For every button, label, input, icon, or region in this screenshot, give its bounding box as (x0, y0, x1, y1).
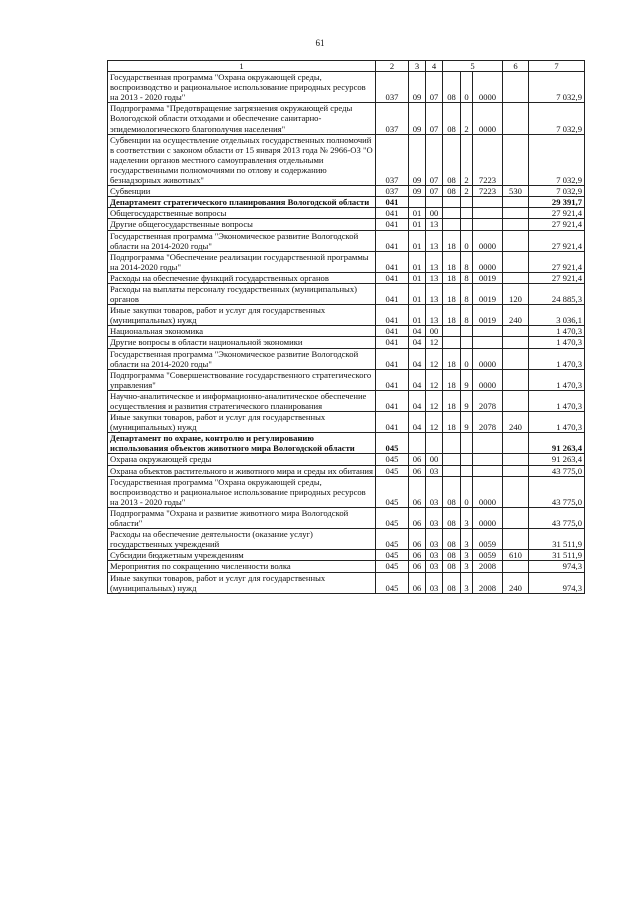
program-code-cell: 08 (443, 134, 461, 185)
subprogram-code-cell: 2 (461, 103, 473, 134)
section-code-cell: 06 (409, 529, 426, 550)
section-code-cell: 09 (409, 186, 426, 197)
admin-code-cell: 037 (376, 186, 409, 197)
row-name-cell: Подпрограмма "Предотвращение загрязнения окружающей среды Вологодской области отходами и обеспечение санитарно-эпидемиологического благополучия населения" (108, 103, 376, 134)
program-code-cell: 08 (443, 507, 461, 528)
table-row (108, 433, 585, 454)
table-row (108, 134, 585, 185)
row-name-cell: Государственная программа "Экономическое развитие Вологодской области на 2014-2020 годы" (108, 348, 376, 369)
section-code-cell: 09 (409, 103, 426, 134)
section-code-cell: 01 (409, 283, 426, 304)
expense-type-code-cell: 120 (503, 283, 529, 304)
amount-cell: 31 511,9 (529, 550, 585, 561)
section-code-cell: 06 (409, 465, 426, 476)
subprogram-code-cell: 0 (461, 348, 473, 369)
admin-code-cell: 041 (376, 390, 409, 411)
admin-code-cell: 041 (376, 337, 409, 348)
subsection-code-cell: 12 (426, 412, 443, 433)
amount-cell: 974,3 (529, 561, 585, 572)
expense-type-code-cell (503, 390, 529, 411)
subprogram-code-cell: 8 (461, 305, 473, 326)
expense-type-code-cell (503, 197, 529, 208)
section-code-cell: 04 (409, 369, 426, 390)
subsection-code-cell: 03 (426, 550, 443, 561)
amount-cell: 3 036,1 (529, 305, 585, 326)
section-code-cell (409, 433, 426, 454)
admin-code-cell: 041 (376, 251, 409, 272)
amount-cell: 24 885,3 (529, 283, 585, 304)
program-code-cell: 18 (443, 272, 461, 283)
row-name-cell: Расходы на обеспечение деятельности (оказание услуг) государственных учреждений (108, 529, 376, 550)
subsection-code-cell (426, 197, 443, 208)
row-name-cell: Охрана объектов растительного и животного мира и среды их обитания (108, 465, 376, 476)
row-name-cell: Государственная программа "Охрана окружающей среды, воспроизводство и рациональное использование природных ресурсов на 2013 - 2020 годы" (108, 72, 376, 103)
subprogram-code-cell: 3 (461, 529, 473, 550)
admin-code-cell: 045 (376, 465, 409, 476)
admin-code-cell: 041 (376, 369, 409, 390)
header-cell: 1 (108, 61, 376, 72)
direction-code-cell: 0019 (473, 272, 503, 283)
admin-code-cell: 041 (376, 305, 409, 326)
budget-table (107, 60, 585, 594)
row-name-cell: Подпрограмма "Совершенствование государственного стратегического управления" (108, 369, 376, 390)
direction-code-cell: 7223 (473, 186, 503, 197)
subsection-code-cell: 13 (426, 230, 443, 251)
row-name-cell: Общегосударственные вопросы (108, 208, 376, 219)
section-code-cell: 01 (409, 272, 426, 283)
section-code-cell: 09 (409, 134, 426, 185)
subprogram-code-cell (461, 219, 473, 230)
expense-type-code-cell (503, 561, 529, 572)
subsection-code-cell: 13 (426, 251, 443, 272)
amount-cell: 1 470,3 (529, 369, 585, 390)
table-row (108, 390, 585, 411)
subsection-code-cell: 03 (426, 561, 443, 572)
row-name-cell: Иные закупки товаров, работ и услуг для государственных (муниципальных) нужд (108, 412, 376, 433)
direction-code-cell: 0000 (473, 348, 503, 369)
program-code-cell: 18 (443, 251, 461, 272)
expense-type-code-cell (503, 476, 529, 507)
section-code-cell: 01 (409, 219, 426, 230)
section-code-cell: 06 (409, 476, 426, 507)
row-name-cell: Национальная экономика (108, 326, 376, 337)
direction-code-cell (473, 219, 503, 230)
table-row (108, 507, 585, 528)
table-row (108, 305, 585, 326)
amount-cell: 1 470,3 (529, 390, 585, 411)
expense-type-code-cell (503, 465, 529, 476)
table-row (108, 197, 585, 208)
expense-type-code-cell (503, 369, 529, 390)
subprogram-code-cell: 8 (461, 251, 473, 272)
subprogram-code-cell (461, 208, 473, 219)
subsection-code-cell: 12 (426, 390, 443, 411)
expense-type-code-cell: 530 (503, 186, 529, 197)
admin-code-cell: 041 (376, 283, 409, 304)
row-name-cell: Другие вопросы в области национальной экономики (108, 337, 376, 348)
table-row (108, 326, 585, 337)
amount-cell: 43 775,0 (529, 476, 585, 507)
row-name-cell: Научно-аналитическое и информационно-аналитическое обеспечение осуществления и развития стратегического планирования (108, 390, 376, 411)
program-code-cell: 18 (443, 305, 461, 326)
amount-cell: 91 263,4 (529, 433, 585, 454)
direction-code-cell: 2008 (473, 561, 503, 572)
header-cell: 6 (503, 61, 529, 72)
direction-code-cell (473, 208, 503, 219)
subprogram-code-cell: 3 (461, 572, 473, 593)
program-code-cell (443, 326, 461, 337)
direction-code-cell: 0000 (473, 369, 503, 390)
header-cell: 2 (376, 61, 409, 72)
subprogram-code-cell: 9 (461, 369, 473, 390)
subsection-code-cell: 12 (426, 337, 443, 348)
subprogram-code-cell: 9 (461, 390, 473, 411)
expense-type-code-cell (503, 454, 529, 465)
row-name-cell: Департамент стратегического планирования Вологодской области (108, 197, 376, 208)
row-name-cell: Государственная программа "Экономическое развитие Вологодской области на 2014-2020 годы" (108, 230, 376, 251)
amount-cell: 27 921,4 (529, 230, 585, 251)
expense-type-code-cell (503, 272, 529, 283)
subprogram-code-cell (461, 433, 473, 454)
amount-cell: 1 470,3 (529, 326, 585, 337)
row-name-cell: Другие общегосударственные вопросы (108, 219, 376, 230)
expense-type-code-cell (503, 529, 529, 550)
row-name-cell: Иные закупки товаров, работ и услуг для государственных (муниципальных) нужд (108, 572, 376, 593)
expense-type-code-cell (503, 251, 529, 272)
subprogram-code-cell (461, 454, 473, 465)
program-code-cell: 08 (443, 103, 461, 134)
admin-code-cell: 045 (376, 572, 409, 593)
subsection-code-cell: 03 (426, 507, 443, 528)
direction-code-cell: 0019 (473, 305, 503, 326)
direction-code-cell (473, 465, 503, 476)
table-row (108, 369, 585, 390)
admin-code-cell: 045 (376, 433, 409, 454)
admin-code-cell: 045 (376, 550, 409, 561)
table-row (108, 561, 585, 572)
table-row (108, 476, 585, 507)
admin-code-cell: 041 (376, 219, 409, 230)
section-code-cell: 06 (409, 572, 426, 593)
direction-code-cell: 0000 (473, 507, 503, 528)
subsection-code-cell: 03 (426, 476, 443, 507)
table-row (108, 251, 585, 272)
expense-type-code-cell: 610 (503, 550, 529, 561)
row-name-cell: Иные закупки товаров, работ и услуг для государственных (муниципальных) нужд (108, 305, 376, 326)
direction-code-cell: 0000 (473, 72, 503, 103)
program-code-cell: 08 (443, 186, 461, 197)
table-header-row (108, 61, 585, 72)
direction-code-cell: 0000 (473, 476, 503, 507)
expense-type-code-cell (503, 103, 529, 134)
subprogram-code-cell (461, 465, 473, 476)
amount-cell: 27 921,4 (529, 251, 585, 272)
section-code-cell: 04 (409, 412, 426, 433)
header-cell: 7 (529, 61, 585, 72)
subsection-code-cell: 07 (426, 134, 443, 185)
subsection-code-cell: 03 (426, 465, 443, 476)
amount-cell: 7 032,9 (529, 72, 585, 103)
amount-cell: 91 263,4 (529, 454, 585, 465)
subsection-code-cell: 13 (426, 283, 443, 304)
subprogram-code-cell: 8 (461, 272, 473, 283)
header-cell: 4 (426, 61, 443, 72)
table-row (108, 529, 585, 550)
section-code-cell: 06 (409, 550, 426, 561)
amount-cell: 31 511,9 (529, 529, 585, 550)
section-code-cell: 04 (409, 390, 426, 411)
subprogram-code-cell: 8 (461, 283, 473, 304)
admin-code-cell: 041 (376, 412, 409, 433)
direction-code-cell (473, 337, 503, 348)
expense-type-code-cell (503, 348, 529, 369)
row-name-cell: Государственная программа "Охрана окружающей среды, воспроизводство и рациональное использование природных ресурсов на 2013 - 2020 годы" (108, 476, 376, 507)
direction-code-cell (473, 454, 503, 465)
admin-code-cell: 041 (376, 197, 409, 208)
table-row (108, 412, 585, 433)
row-name-cell: Подпрограмма "Охрана и развитие животного мира Вологодской области" (108, 507, 376, 528)
table-row (108, 348, 585, 369)
program-code-cell (443, 197, 461, 208)
subsection-code-cell: 00 (426, 326, 443, 337)
subprogram-code-cell: 0 (461, 72, 473, 103)
subprogram-code-cell (461, 337, 473, 348)
subprogram-code-cell: 0 (461, 476, 473, 507)
subsection-code-cell: 13 (426, 305, 443, 326)
program-code-cell: 08 (443, 529, 461, 550)
section-code-cell: 04 (409, 326, 426, 337)
table-row (108, 219, 585, 230)
program-code-cell: 18 (443, 369, 461, 390)
program-code-cell: 08 (443, 72, 461, 103)
section-code-cell: 04 (409, 337, 426, 348)
direction-code-cell: 0019 (473, 283, 503, 304)
subprogram-code-cell: 3 (461, 507, 473, 528)
program-code-cell: 08 (443, 572, 461, 593)
section-code-cell: 01 (409, 251, 426, 272)
subsection-code-cell: 03 (426, 572, 443, 593)
table-row (108, 272, 585, 283)
amount-cell: 1 470,3 (529, 412, 585, 433)
admin-code-cell: 037 (376, 72, 409, 103)
amount-cell: 27 921,4 (529, 219, 585, 230)
table-row (108, 186, 585, 197)
row-name-cell: Субсидии бюджетным учреждениям (108, 550, 376, 561)
section-code-cell: 06 (409, 561, 426, 572)
header-cell: 5 (443, 61, 503, 72)
admin-code-cell: 045 (376, 507, 409, 528)
direction-code-cell: 0059 (473, 550, 503, 561)
subsection-code-cell: 12 (426, 369, 443, 390)
table-row (108, 465, 585, 476)
subsection-code-cell: 12 (426, 348, 443, 369)
direction-code-cell: 2008 (473, 572, 503, 593)
direction-code-cell (473, 326, 503, 337)
section-code-cell: 01 (409, 305, 426, 326)
direction-code-cell: 7223 (473, 134, 503, 185)
admin-code-cell: 041 (376, 348, 409, 369)
subsection-code-cell: 00 (426, 208, 443, 219)
program-code-cell: 08 (443, 476, 461, 507)
direction-code-cell: 0000 (473, 103, 503, 134)
program-code-cell: 08 (443, 550, 461, 561)
row-name-cell: Департамент по охране, контролю и регулированию использования объектов животного мира Вологодской области (108, 433, 376, 454)
table-row (108, 454, 585, 465)
direction-code-cell: 0000 (473, 251, 503, 272)
direction-code-cell (473, 197, 503, 208)
subprogram-code-cell: 3 (461, 561, 473, 572)
program-code-cell: 18 (443, 348, 461, 369)
table-row (108, 337, 585, 348)
program-code-cell (443, 465, 461, 476)
admin-code-cell: 041 (376, 326, 409, 337)
subsection-code-cell: 03 (426, 529, 443, 550)
expense-type-code-cell (503, 230, 529, 251)
row-name-cell: Мероприятия по сокращению численности волка (108, 561, 376, 572)
subprogram-code-cell: 9 (461, 412, 473, 433)
section-code-cell (409, 197, 426, 208)
table-row (108, 572, 585, 593)
direction-code-cell: 2078 (473, 390, 503, 411)
expense-type-code-cell: 240 (503, 572, 529, 593)
direction-code-cell (473, 433, 503, 454)
admin-code-cell: 041 (376, 208, 409, 219)
subsection-code-cell (426, 433, 443, 454)
section-code-cell: 01 (409, 230, 426, 251)
expense-type-code-cell: 240 (503, 305, 529, 326)
program-code-cell (443, 454, 461, 465)
amount-cell: 43 775,0 (529, 465, 585, 476)
row-name-cell: Подпрограмма "Обеспечение реализации государственной программы на 2014-2020 годы" (108, 251, 376, 272)
expense-type-code-cell (503, 507, 529, 528)
program-code-cell: 18 (443, 412, 461, 433)
subsection-code-cell: 07 (426, 186, 443, 197)
subprogram-code-cell: 3 (461, 550, 473, 561)
expense-type-code-cell (503, 208, 529, 219)
admin-code-cell: 041 (376, 230, 409, 251)
expense-type-code-cell (503, 337, 529, 348)
header-cell: 3 (409, 61, 426, 72)
section-code-cell: 04 (409, 348, 426, 369)
subprogram-code-cell: 2 (461, 134, 473, 185)
amount-cell: 29 391,7 (529, 197, 585, 208)
amount-cell: 1 470,3 (529, 348, 585, 369)
expense-type-code-cell (503, 433, 529, 454)
subsection-code-cell: 00 (426, 454, 443, 465)
amount-cell: 1 470,3 (529, 337, 585, 348)
amount-cell: 7 032,9 (529, 134, 585, 185)
expense-type-code-cell (503, 134, 529, 185)
subsection-code-cell: 07 (426, 72, 443, 103)
expense-type-code-cell (503, 72, 529, 103)
admin-code-cell: 045 (376, 454, 409, 465)
admin-code-cell: 045 (376, 561, 409, 572)
program-code-cell: 18 (443, 230, 461, 251)
row-name-cell: Расходы на обеспечение функций государственных органов (108, 272, 376, 283)
subprogram-code-cell (461, 197, 473, 208)
subsection-code-cell: 07 (426, 103, 443, 134)
program-code-cell (443, 337, 461, 348)
table-row (108, 72, 585, 103)
admin-code-cell: 041 (376, 272, 409, 283)
admin-code-cell: 045 (376, 476, 409, 507)
row-name-cell: Субвенции на осуществление отдельных государственных полномочий в соответствии с законом области от 15 января 2013 года № 2966-ОЗ "О наделении органов местного самоуправления отдельными государственными полномочиями по отлову и содержанию безнадзорных животных" (108, 134, 376, 185)
direction-code-cell: 0059 (473, 529, 503, 550)
table-row (108, 283, 585, 304)
admin-code-cell: 037 (376, 103, 409, 134)
subsection-code-cell: 13 (426, 272, 443, 283)
program-code-cell: 18 (443, 390, 461, 411)
expense-type-code-cell (503, 326, 529, 337)
table-row (108, 230, 585, 251)
row-name-cell: Расходы на выплаты персоналу государственных (муниципальных) органов (108, 283, 376, 304)
program-code-cell (443, 433, 461, 454)
row-name-cell: Субвенции (108, 186, 376, 197)
expense-type-code-cell (503, 219, 529, 230)
subprogram-code-cell: 2 (461, 186, 473, 197)
table-row (108, 550, 585, 561)
subsection-code-cell: 13 (426, 219, 443, 230)
amount-cell: 7 032,9 (529, 186, 585, 197)
program-code-cell (443, 208, 461, 219)
row-name-cell: Охрана окружающей среды (108, 454, 376, 465)
amount-cell: 974,3 (529, 572, 585, 593)
section-code-cell: 09 (409, 72, 426, 103)
direction-code-cell: 0000 (473, 230, 503, 251)
section-code-cell: 06 (409, 454, 426, 465)
admin-code-cell: 037 (376, 134, 409, 185)
expense-type-code-cell: 240 (503, 412, 529, 433)
amount-cell: 43 775,0 (529, 507, 585, 528)
amount-cell: 7 032,9 (529, 103, 585, 134)
program-code-cell (443, 219, 461, 230)
program-code-cell: 08 (443, 561, 461, 572)
table-row (108, 103, 585, 134)
direction-code-cell: 2078 (473, 412, 503, 433)
section-code-cell: 06 (409, 507, 426, 528)
subprogram-code-cell (461, 326, 473, 337)
admin-code-cell: 045 (376, 529, 409, 550)
page-number: 61 (315, 38, 325, 48)
table-row (108, 208, 585, 219)
amount-cell: 27 921,4 (529, 272, 585, 283)
section-code-cell: 01 (409, 208, 426, 219)
amount-cell: 27 921,4 (529, 208, 585, 219)
program-code-cell: 18 (443, 283, 461, 304)
subprogram-code-cell: 0 (461, 230, 473, 251)
